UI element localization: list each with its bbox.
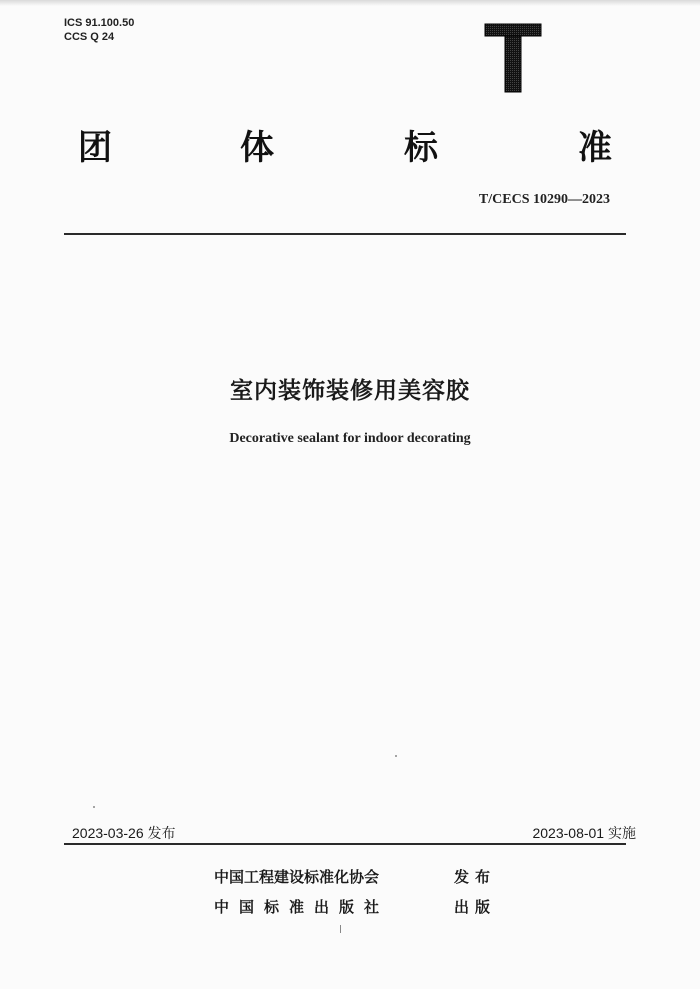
title-char-1: 团 bbox=[78, 128, 112, 168]
title-char-4: 准 bbox=[578, 128, 612, 168]
t-standard-logo bbox=[484, 22, 542, 94]
standard-number: T/CECS 10290—2023 bbox=[478, 192, 610, 207]
issuer-name: 中国工程建设标准化协会 bbox=[214, 868, 380, 886]
classification-codes bbox=[64, 16, 134, 44]
issuer-action: 发布 bbox=[454, 868, 497, 886]
implementation-date: 2023-08-01 实施 bbox=[532, 825, 636, 841]
bottom-divider bbox=[64, 843, 626, 845]
issue-date: 2023-03-26 发布 bbox=[72, 825, 176, 841]
scan-speck bbox=[93, 806, 95, 808]
press-name: 中国标准出版社 bbox=[214, 898, 390, 916]
scan-top-edge bbox=[0, 0, 700, 6]
top-divider bbox=[64, 233, 626, 235]
scan-mark bbox=[340, 925, 341, 933]
title-char-2: 体 bbox=[240, 128, 274, 168]
scan-speck bbox=[395, 755, 397, 757]
ccs-code: CCS Q 24 bbox=[64, 31, 115, 43]
document-type-title bbox=[60, 128, 620, 172]
title-char-3: 标 bbox=[404, 128, 438, 168]
ics-code: ICS 91.100.50 bbox=[64, 17, 135, 29]
press-action: 出版 bbox=[454, 898, 497, 916]
standard-name-zh: 室内装饰装修用美容胶 bbox=[230, 378, 470, 404]
standard-name-en: Decorative sealant for indoor decorating bbox=[229, 431, 471, 446]
